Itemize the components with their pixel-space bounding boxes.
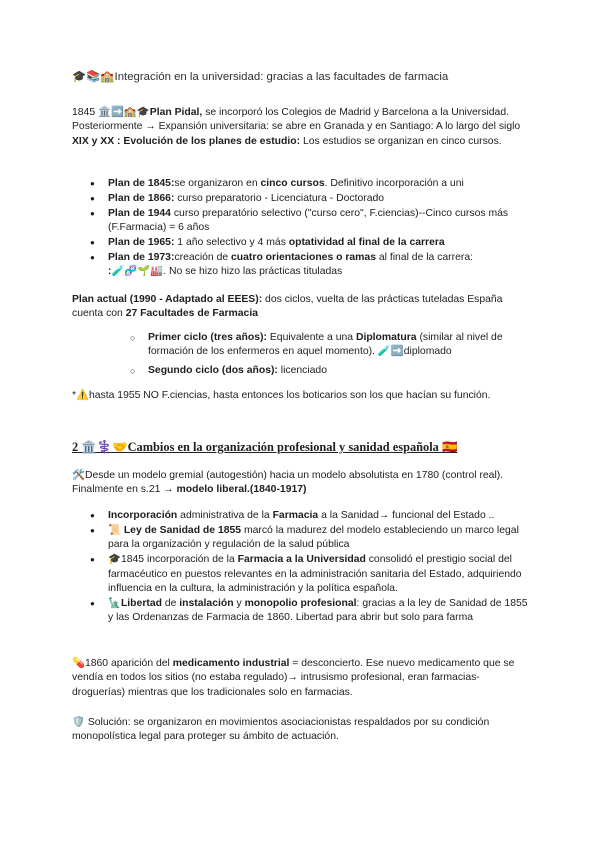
medicamento-bold: medicamento industrial [172, 658, 290, 669]
plan-label: Plan de 1866: [108, 192, 175, 204]
cycle-text: Equivalente a una [266, 332, 356, 343]
intro-paragraph [72, 106, 532, 149]
list-item [90, 236, 530, 250]
intro-bold-plan-pidal: Plan Pidal, [149, 107, 203, 118]
intro-bold-siglos: XIX y XX : Evolución de los planes de estudio: [72, 135, 301, 147]
item-bold: instalación [179, 597, 234, 609]
plans-list [90, 177, 530, 280]
plan-bold: cinco cursos [260, 178, 325, 189]
plan-label: Plan de 1845: [108, 178, 175, 189]
cycle-text: (similar al nivel de formación de los enfermeros en aquel momento). 🧪➡️diplomado [148, 332, 503, 358]
section-2-heading: 2 🏛️⚕️🤝Cambios en la organización profesional y sanidad española 🇪🇸 [72, 440, 458, 454]
plan-actual-label: Plan actual (1990 - Adaptado al EEES): [72, 294, 263, 305]
plan-text: curso preparatorio - Licenciatura - Doctorado [174, 192, 385, 204]
list-item [90, 553, 530, 596]
intro-text-1: se incorporó los Colegios de Madrid y Barcelona a la Universidad. Posteriormente → Expansión universitaria: se abre en Granada y en Santiago: A lo largo del siglo [72, 107, 521, 133]
medicamento-paragraph [72, 657, 532, 700]
item-text: marcó la madurez del modelo estableciendo un marco legal para la organización y regulación de la salud pública [108, 524, 519, 551]
plan-label: Plan de 1965: [108, 237, 175, 249]
plan-1973-emoji-list: :🧪🧬🌱🏭 [108, 266, 164, 278]
plan-bold: cuatro orientaciones o ramas [231, 252, 376, 264]
plan-text: 1 año selectivo y 4 más [174, 237, 289, 249]
plan-text: curso preparatório selectivo ("curso cero", F.ciencias)--Cinco cursos más (F.Farmacia) = 6 años [108, 207, 509, 234]
item-text: : gracias a la ley de Sanidad de 1855 y las Ordenanzas de Farmacia de 1860. Libertad para abrir but solo para farma [108, 597, 528, 624]
plan-label: Plan de 1973: [108, 252, 175, 264]
plan-actual-text: dos ciclos, vuelta de las prácticas tuteladas España cuenta con [72, 294, 503, 320]
solucion-paragraph: 🛡️ Solución: se organizaron en movimientos asociacionistas respaldados por su condición monopolística legal para proteger su ámbito de actuación. [72, 717, 490, 743]
item-text: y [233, 597, 245, 609]
list-item [130, 331, 530, 360]
item-text: de [161, 597, 180, 609]
list-item [90, 192, 530, 206]
cycle-label: Segundo ciclo (dos años): [148, 364, 278, 376]
section-2-intro-bold: modelo liberal.(1840-1917) [176, 484, 307, 496]
cycle-label: Primer ciclo (tres años): [148, 332, 267, 343]
plan-text: . Definitivo incorporación a uni [324, 178, 464, 189]
cycles-list [130, 331, 530, 382]
item-text: administrativa de la [177, 510, 273, 521]
section-2-intro [72, 469, 532, 498]
list-item [130, 364, 530, 378]
section-1-heading: 🎓📚🏫Integración en la universidad: gracias a las facultades de farmacia [72, 71, 449, 83]
item-bold: Incorporación [108, 510, 178, 521]
medicamento-text-1: 💊1860 aparición del [72, 658, 173, 669]
item-bold: monopolio profesional [244, 597, 357, 609]
list-item [90, 177, 530, 191]
item-text: a la Sanidad→ funcional del Estado .. [318, 510, 495, 521]
scroll-icon: 📜 [108, 524, 124, 536]
plan-actual-paragraph [72, 293, 532, 322]
item-text: 🎓1845 incorporación de la [108, 554, 238, 566]
plan-text: se organizaron en [174, 178, 261, 189]
note-paragraph: *⚠️hasta 1955 NO F.ciencias, hasta entonces los boticarios son los que hacían su función. [72, 390, 491, 401]
plan-text: . No se hizo hizo las prácticas tituladas [163, 266, 343, 278]
list-item [90, 509, 530, 523]
list-item [90, 251, 530, 280]
item-bold: Libertad [120, 597, 162, 609]
plan-bold: optatividad al final de la carrera [288, 237, 445, 249]
plan-text: al final de la carrera: [375, 252, 474, 264]
plan-text: creación de [174, 252, 232, 264]
list-item [90, 597, 530, 626]
intro-text-2: Los estudios se organizan en cinco cursos. [300, 135, 502, 147]
liberty-icon: 🗽 [108, 597, 121, 609]
organization-list [90, 509, 530, 626]
intro-prefix: 1845 🏛️➡️🏫🎓 [72, 107, 150, 118]
cycle-text: licenciado [277, 364, 327, 376]
medicamento-text-2: = desconcierto. Ese nuevo medicamento que se vendía en todos los sitios (no estaba regulado)→ intrusismo profesional, eran farmacias-droguerías) mientras que los tradicionales solo en farmacias. [72, 658, 515, 698]
plan-actual-facultades: 27 Facultades de Farmacia [125, 308, 258, 320]
plan-label: Plan de 1944 [108, 207, 171, 219]
list-item [90, 207, 530, 236]
item-bold: Ley de Sanidad de 1855 [123, 524, 242, 536]
item-text: consolidó el prestigio social del farmacéutico en puestos relevantes en la administración sanitaria del Estado, adquiriendo influencia en la cultura, la administración y la política española. [108, 554, 522, 595]
item-bold: Farmacia a la Universidad [237, 554, 366, 566]
section-2-intro-text: 🛠️Desde un modelo gremial (autogestión) hacia un modelo absolutista en 1780 (control real). Finalmente en s.21 → [72, 470, 504, 496]
cycle-bold: Diplomatura [355, 332, 417, 343]
list-item [90, 524, 530, 553]
item-bold: Farmacia [272, 510, 319, 521]
